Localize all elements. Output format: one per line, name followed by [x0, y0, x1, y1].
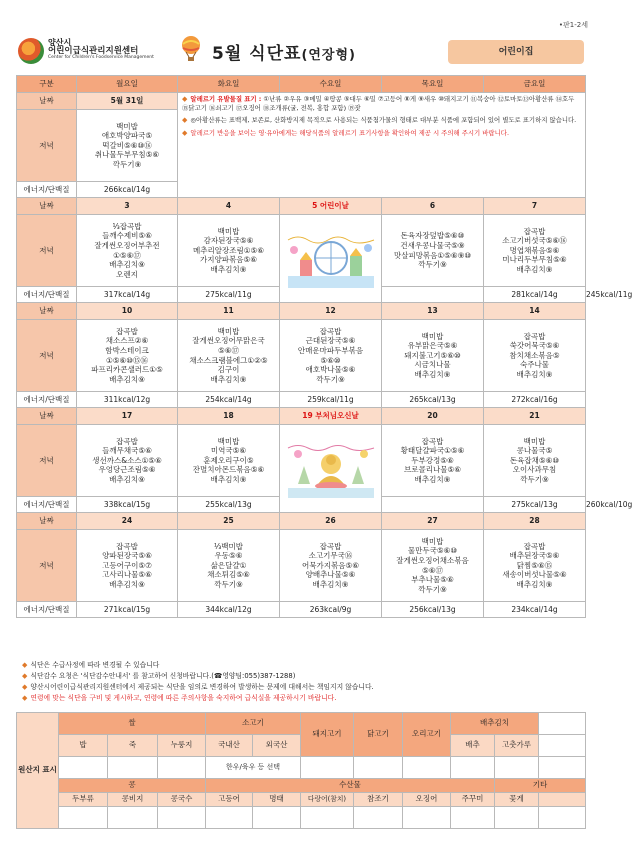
energy-cell: 275kcal/11g: [178, 287, 280, 303]
date-cell: 7: [484, 198, 586, 215]
title-main: 5월 식단표: [212, 44, 302, 64]
row-label-meal: 저녁: [17, 530, 77, 602]
menu-item: 오이사과무침: [512, 465, 557, 475]
menu-cell: [178, 425, 280, 497]
menu-item: 미나리두부무침⑤⑥: [502, 255, 567, 265]
origin-seafood: 수산물: [206, 779, 495, 793]
menu-row: [17, 425, 586, 497]
origin-sub-crab: 꽃게: [495, 793, 539, 807]
origin-etc: 기타: [495, 779, 586, 793]
date-cell: 6: [382, 198, 484, 215]
menu-cell: [484, 320, 586, 392]
origin-table: [16, 712, 586, 829]
org-name: 어린이급식관리지원센터: [48, 46, 139, 57]
menu-item: 숙주나물: [520, 360, 549, 370]
energy-cell: 271kcal/15g: [77, 602, 178, 618]
origin-sub-pollack: 명태: [253, 793, 301, 807]
origin-value[interactable]: [253, 807, 301, 829]
menu-item: 배추김치⑨: [414, 369, 451, 379]
menu-item: 배추김치⑨: [210, 374, 247, 384]
menu-item: 잡곡밥: [523, 541, 546, 551]
menu-item: 잘게썬오징어부추전: [94, 240, 160, 250]
menu-item: 생선까스&소스①⑤⑥: [92, 455, 162, 465]
origin-value[interactable]: [206, 807, 253, 829]
allergy-notice-line: ◆ 알레르기 유발물질 표기 : ①난류 ②우유 ③메밀 ④땅콩 ⑤대두 ⑥밀 ⑦고등어 ⑧게 ⑨새우 ⑩돼지고기 ⑪복숭아 ⑫토마토⑬아황산류 ⑭호두 ⑮닭고기 ⑯쇠고기 ⑰오징어 ⑱조개류(굴, 전복, 홍합 포함) ⑲잣: [182, 95, 575, 113]
origin-value[interactable]: [158, 807, 206, 829]
org-city: 양산시: [48, 38, 72, 47]
menu-item: 채소튀김⑤⑥: [207, 570, 250, 580]
hot-air-balloon-icon: [180, 36, 202, 62]
date-cell: 18: [178, 408, 280, 425]
menu-item: 시금치나물: [414, 360, 451, 370]
menu-item: 고등어구이⑤⑦: [102, 560, 152, 570]
menu-item: 채소스프②⑥: [105, 336, 149, 346]
origin-value[interactable]: [495, 807, 539, 829]
menu-item: 배추김치⑨: [516, 369, 553, 379]
menu-cell: [280, 320, 382, 392]
menu-item: 쑥갓어묵국⑤⑥: [509, 341, 560, 351]
origin-sub-webfoot-octopus: 주꾸미: [451, 793, 495, 807]
menu-item: 잡곡밥: [319, 541, 342, 551]
note-item: ◆ 연령에 맞는 식단을 구비 및 게시하고, 연령에 따른 주의사항을 숙지하여 급식실을 제공하시기 바랍니다.: [22, 693, 337, 702]
menu-item: ①⑤⑥⑰: [113, 250, 141, 260]
date-cell: 27: [382, 513, 484, 530]
beef-note: 한우/육우 등 선택: [206, 757, 301, 779]
origin-value[interactable]: [301, 757, 354, 779]
row-label-date: 날짜: [17, 93, 77, 110]
menu-row: [17, 215, 586, 287]
date-cell: 17: [77, 408, 178, 425]
menu-item: 유부맑은국⑤⑥: [407, 341, 458, 351]
menu-cell: [382, 320, 484, 392]
menu-item: 물만두국⑤⑥⑩: [407, 546, 458, 556]
holiday-date-cell: 5 어린이날: [280, 198, 382, 215]
row-label-energy: 에너지/단백질: [17, 497, 77, 513]
menu-cell: [484, 530, 586, 602]
menu-item: 황태달걀파국①⑤⑥: [400, 446, 465, 456]
menu-item: 깍두기⑨: [418, 584, 447, 594]
menu-item: 배추된장국⑤⑥: [509, 551, 560, 561]
col-mon: 월요일: [77, 76, 178, 93]
origin-sub-mackerel: 고등어: [206, 793, 253, 807]
origin-value[interactable]: [403, 757, 451, 779]
notes-block: [22, 660, 582, 703]
menu-item: 배추김치⑨: [516, 579, 553, 589]
menu-cell: [178, 215, 280, 287]
menu-item: 안매운마파두부볶음: [297, 345, 364, 355]
row-label-energy: 에너지/단백질: [17, 182, 77, 198]
row-label-energy: 에너지/단백질: [17, 287, 77, 303]
origin-sub-pepper: 고춧가루: [495, 735, 539, 757]
menu-item: 삶은달걀①: [210, 560, 247, 570]
origin-chicken: 닭고기: [354, 713, 403, 757]
origin-sub-tuna: 다랑어(참치): [301, 793, 354, 807]
origin-sub-okara: 콩비지: [108, 793, 158, 807]
menu-cell: [77, 425, 178, 497]
menu-item: 깍두기⑨: [316, 374, 345, 384]
menu-item: 우엉당근조림⑤⑥: [98, 465, 156, 475]
menu-item: 맛살피망볶음①⑤⑥⑨⑩: [393, 250, 472, 260]
menu-item: 함박스테이크: [105, 345, 149, 355]
sulfite-note: ◆ ◎아황산류는 표백제, 보존료, 산화방지제 목적으로 사용되는 식품첨가물의 형태로 대부분 식품에 포함되어 있어 별도로 표기하지 않습니다.: [182, 116, 577, 125]
menu-item: 가지양파볶음⑤⑥: [200, 255, 257, 265]
origin-value[interactable]: [451, 757, 495, 779]
menu-item: 참치채소볶음⑤: [509, 350, 560, 360]
menu-item: 두부강정⑤⑥: [411, 455, 454, 465]
menu-item: 소고기무국⑯: [308, 551, 353, 561]
menu-item: 새송이버섯나물⑤⑥: [502, 570, 567, 580]
menu-item: 백미밥: [421, 536, 444, 546]
date-cell: 20: [382, 408, 484, 425]
menu-item: 잡곡밥: [421, 436, 444, 446]
note-item: ◆ 식단은 수급사정에 따라 변경될 수 있습니다: [22, 661, 160, 669]
row-label-date: 날짜: [17, 513, 77, 530]
energy-cell: 281kcal/14g: [484, 287, 586, 303]
menu-item: 애호박나물⑤⑥: [305, 365, 356, 375]
menu-item: 배추김치⑨: [210, 474, 247, 484]
origin-value[interactable]: [403, 807, 451, 829]
menu-item: ①⑤⑥⑩⑮⑯: [106, 355, 148, 365]
menu-table: [16, 75, 632, 618]
origin-sub-squid: 오징어: [403, 793, 451, 807]
menu-item: 잡곡밥: [116, 326, 138, 336]
header: [16, 36, 584, 66]
menu-item: 백미밥: [217, 226, 240, 236]
origin-value[interactable]: [108, 807, 158, 829]
menu-item: 양파된장국⑤⑥: [102, 551, 152, 561]
energy-cell: 275kcal/13g: [484, 497, 586, 513]
menu-item: 깍두기⑨: [214, 579, 243, 589]
menu-item: ⑤⑥⑰: [218, 345, 239, 355]
menu-item: 깍두기⑨: [418, 260, 447, 270]
row-label-meal: 저녁: [17, 320, 77, 392]
menu-cell: [484, 215, 586, 287]
energy-cell: 272kcal/16g: [484, 392, 586, 408]
energy-row: [17, 602, 586, 618]
menu-row: [17, 530, 586, 602]
audience-badge: 어린이집: [448, 40, 584, 64]
col-fri: 금요일: [484, 76, 586, 93]
menu-item: 메추리알장조림①⑤⑥: [193, 245, 264, 255]
origin-side-label: 원산지 표시: [17, 713, 59, 829]
festival-ferris-wheel-icon: [288, 230, 374, 288]
origin-bean: 콩: [59, 779, 206, 793]
org-english-name: Center for Children's Foodservice Management: [48, 55, 154, 61]
energy-cell: 255kcal/13g: [178, 497, 280, 513]
row-label-meal: 저녁: [17, 215, 77, 287]
menu-item: 김구이: [217, 365, 240, 375]
origin-sub-tofu: 두부류: [59, 793, 108, 807]
origin-duck: 오리고기: [403, 713, 451, 757]
menu-cell: [280, 530, 382, 602]
menu-item: 배추김치⑨: [312, 579, 349, 589]
energy-cell: 254kcal/14g: [178, 392, 280, 408]
holiday-illustration-cell: [280, 425, 382, 513]
origin-sub-bean-noodle: 콩국수: [158, 793, 206, 807]
menu-row: [17, 320, 586, 392]
menu-cell: [77, 530, 178, 602]
menu-item: 훈제오리구이⑤: [203, 455, 254, 465]
note-item: ◆ 식단감수 요청은 '식단감수안내서' 를 참고하여 신청바랍니다.(☎영양팀:055)387-1288): [22, 671, 296, 680]
energy-cell: 259kcal/11g: [280, 392, 382, 408]
date-row: [17, 303, 586, 320]
menu-cell: [178, 530, 280, 602]
menu-item: 미역국⑤⑥: [210, 446, 247, 456]
menu-item: 어묵가지볶음⑤⑥: [302, 560, 359, 570]
buddha-temple-icon: [288, 440, 374, 498]
energy-cell: [382, 497, 484, 513]
origin-pork: 돼지고기: [301, 713, 354, 757]
date-row: [17, 513, 586, 530]
energy-cell: 265kcal/13g: [382, 392, 484, 408]
date-row: [17, 198, 586, 215]
menu-item: 백미밥: [217, 436, 240, 446]
menu-item: 닭찜⑤⑥⑮: [516, 560, 553, 570]
date-cell: 21: [484, 408, 586, 425]
menu-cell: [77, 320, 178, 392]
origin-sub-rice: 밥: [59, 735, 108, 757]
menu-item: 양배추나물⑤⑥: [305, 570, 356, 580]
date-row: [17, 408, 586, 425]
menu-item: ⅓잡곡밥: [112, 221, 142, 231]
row-label-meal: 저녁: [17, 425, 77, 497]
menu-cell: [382, 425, 484, 497]
origin-rice: 쌀: [59, 713, 206, 735]
menu-item: 돈육잡채⑤⑥⑩: [509, 455, 560, 465]
menu-item: ⑤⑥⑰: [422, 565, 443, 575]
origin-value[interactable]: [158, 757, 206, 779]
energy-cell: 263kcal/9g: [280, 602, 382, 618]
menu-item: 배추김치⑨: [414, 474, 451, 484]
date-cell: 14: [484, 303, 586, 320]
menu-item: 콩나물국⑤: [516, 446, 553, 456]
menu-item: ⅓백미밥: [213, 541, 243, 551]
date-cell: 4: [178, 198, 280, 215]
date-cell: 26: [280, 513, 382, 530]
menu-item: 파프리카콘샐러드①⑤: [91, 365, 163, 375]
date-cell: 3: [77, 198, 178, 215]
col-tue: 화요일: [178, 76, 280, 93]
col-label: 구분: [17, 76, 77, 93]
page-reference: •판1-2세: [558, 21, 588, 29]
col-wed: 수요일: [280, 76, 382, 93]
menu-item: 고사리나물⑤⑥: [102, 570, 152, 580]
menu-item: 배추김치⑨: [109, 474, 145, 484]
date-cell: 5월 31일: [77, 93, 178, 110]
date-cell: 11: [178, 303, 280, 320]
menu-item: 배추김치⑨: [516, 264, 553, 274]
origin-sub-croaker: 참조기: [354, 793, 403, 807]
col-thu: 목요일: [382, 76, 484, 93]
origin-sub-nurungji: 누룽지: [158, 735, 206, 757]
page-title: [212, 39, 356, 64]
energy-cell: 256kcal/13g: [382, 602, 484, 618]
energy-cell: 317kcal/14g: [77, 287, 178, 303]
menu-item: 채소스크램블에그①②⑤: [189, 355, 268, 365]
menu-cell-w1: 백미밥 애호박양파국⑤ 떡갈비⑤⑥⑩⑯ 취나물두부무침⑤⑥ 깍두기⑨: [77, 110, 178, 182]
row-label-date: 날짜: [17, 303, 77, 320]
date-cell: 24: [77, 513, 178, 530]
origin-value[interactable]: [354, 757, 403, 779]
origin-kimchi: 배추김치: [451, 713, 539, 735]
origin-value[interactable]: [354, 807, 403, 829]
row-label-date: 날짜: [17, 198, 77, 215]
origin-value[interactable]: [108, 757, 158, 779]
menu-item: 잡곡밥: [116, 541, 138, 551]
energy-cell: [382, 287, 484, 303]
allergy-warning: ◆ 알레르기 반응을 보이는 영·유아에게는 해당식품의 알레르기 표기사항을 확인하여 제공 시 주의해 주시기 바랍니다.: [182, 128, 509, 137]
date-cell: 13: [382, 303, 484, 320]
energy-cell: 266kcal/14g: [77, 182, 178, 198]
date-cell: 25: [178, 513, 280, 530]
menu-item: 브로콜리나물⑤⑥: [404, 465, 461, 475]
menu-cell: [77, 215, 178, 287]
energy-cell: 234kcal/14g: [484, 602, 586, 618]
menu-item: 잡곡밥: [116, 436, 138, 446]
energy-row: 에너지/단백질 317kcal/14g 275kcal/11g 281kcal/14g 245kcal/11g: [17, 287, 586, 303]
allergy-notice: [178, 93, 586, 198]
date-cell: 12: [280, 303, 382, 320]
menu-item: 배추김치⑨: [109, 374, 145, 384]
menu-item: 들깨무채국⑤⑥: [102, 446, 152, 456]
holiday-date-cell: 19 부처님오신날: [280, 408, 382, 425]
energy-row: 에너지/단백질 338kcal/15g 255kcal/13g 275kcal/13g 260kcal/10g: [17, 497, 586, 513]
menu-item: 돈육자장덮밥⑤⑥⑩: [400, 231, 465, 241]
origin-value[interactable]: [59, 807, 108, 829]
menu-item: ⑤⑥⑩: [320, 355, 341, 365]
origin-sub-cabbage: 배추: [451, 735, 495, 757]
menu-item: 돼지불고기⑤⑥⑩: [404, 350, 461, 360]
menu-item: 들깨수제비⑤⑥: [102, 231, 152, 241]
energy-cell: 344kcal/12g: [178, 602, 280, 618]
holiday-illustration-cell: [280, 215, 382, 303]
menu-item: 잡곡밥: [523, 226, 546, 236]
note-item: ◆ 양산시어린이급식관리지원센터에서 제공되는 식단을 임의로 변경하여 발생하는 문제에 대해서는 책임지지 않습니다.: [22, 682, 374, 691]
menu-item: 배추김치⑨: [109, 579, 145, 589]
center-logo-icon: [18, 38, 44, 64]
menu-item: 명엽채볶음⑤⑥: [509, 245, 560, 255]
menu-item: 감자된장국⑤⑥: [203, 236, 254, 246]
menu-item: 부추나물⑤⑥: [411, 575, 454, 585]
menu-item: 잡곡밥: [319, 326, 342, 336]
energy-row: [17, 392, 586, 408]
row-label-energy: 에너지/단백질: [17, 392, 77, 408]
origin-beef: 소고기: [206, 713, 301, 735]
menu-item: 건새우콩나물국⑤⑨: [400, 240, 465, 250]
menu-item: 소고기버섯국⑤⑥⑯: [502, 236, 567, 246]
header-row: [17, 76, 586, 93]
menu-item: 백미밥: [217, 326, 240, 336]
menu-cell: [382, 215, 484, 287]
origin-value[interactable]: [451, 807, 495, 829]
menu-item: 우동⑤⑥: [214, 551, 243, 561]
menu-item: 백미밥: [421, 331, 444, 341]
menu-item: 깍두기⑨: [520, 474, 549, 484]
menu-item: 잔멸치아몬드볶음⑤⑥: [192, 465, 265, 475]
origin-value[interactable]: [495, 757, 539, 779]
origin-sub-imported: 외국산: [253, 735, 301, 757]
date-cell: 10: [77, 303, 178, 320]
energy-cell: 338kcal/15g: [77, 497, 178, 513]
date-cell: 28: [484, 513, 586, 530]
menu-item: 백미밥: [523, 436, 546, 446]
row-label-energy: 에너지/단백질: [17, 602, 77, 618]
menu-cell: [382, 530, 484, 602]
origin-sub-porridge: 죽: [108, 735, 158, 757]
origin-sub-domestic: 국내산: [206, 735, 253, 757]
menu-item: 배추김치⑨: [210, 264, 247, 274]
menu-item: 근대된장국⑤⑥: [305, 336, 356, 346]
menu-item: 잡곡밥: [523, 331, 546, 341]
menu-cell: [178, 320, 280, 392]
row-label-meal: 저녁: [17, 110, 77, 182]
menu-item: 잘게썬오징어채소볶음: [396, 555, 469, 565]
energy-cell: 311kcal/12g: [77, 392, 178, 408]
menu-item: 오렌지: [116, 269, 138, 279]
origin-value[interactable]: [301, 807, 354, 829]
origin-value[interactable]: [539, 807, 586, 829]
menu-cell: [484, 425, 586, 497]
row-label-date: 날짜: [17, 408, 77, 425]
menu-item: 잘게썬오징어무맑은국: [192, 336, 265, 346]
origin-value[interactable]: [59, 757, 108, 779]
org-block: [48, 39, 154, 61]
menu-item: 배추김치⑨: [109, 260, 145, 270]
title-sub: (연장형): [301, 48, 356, 63]
